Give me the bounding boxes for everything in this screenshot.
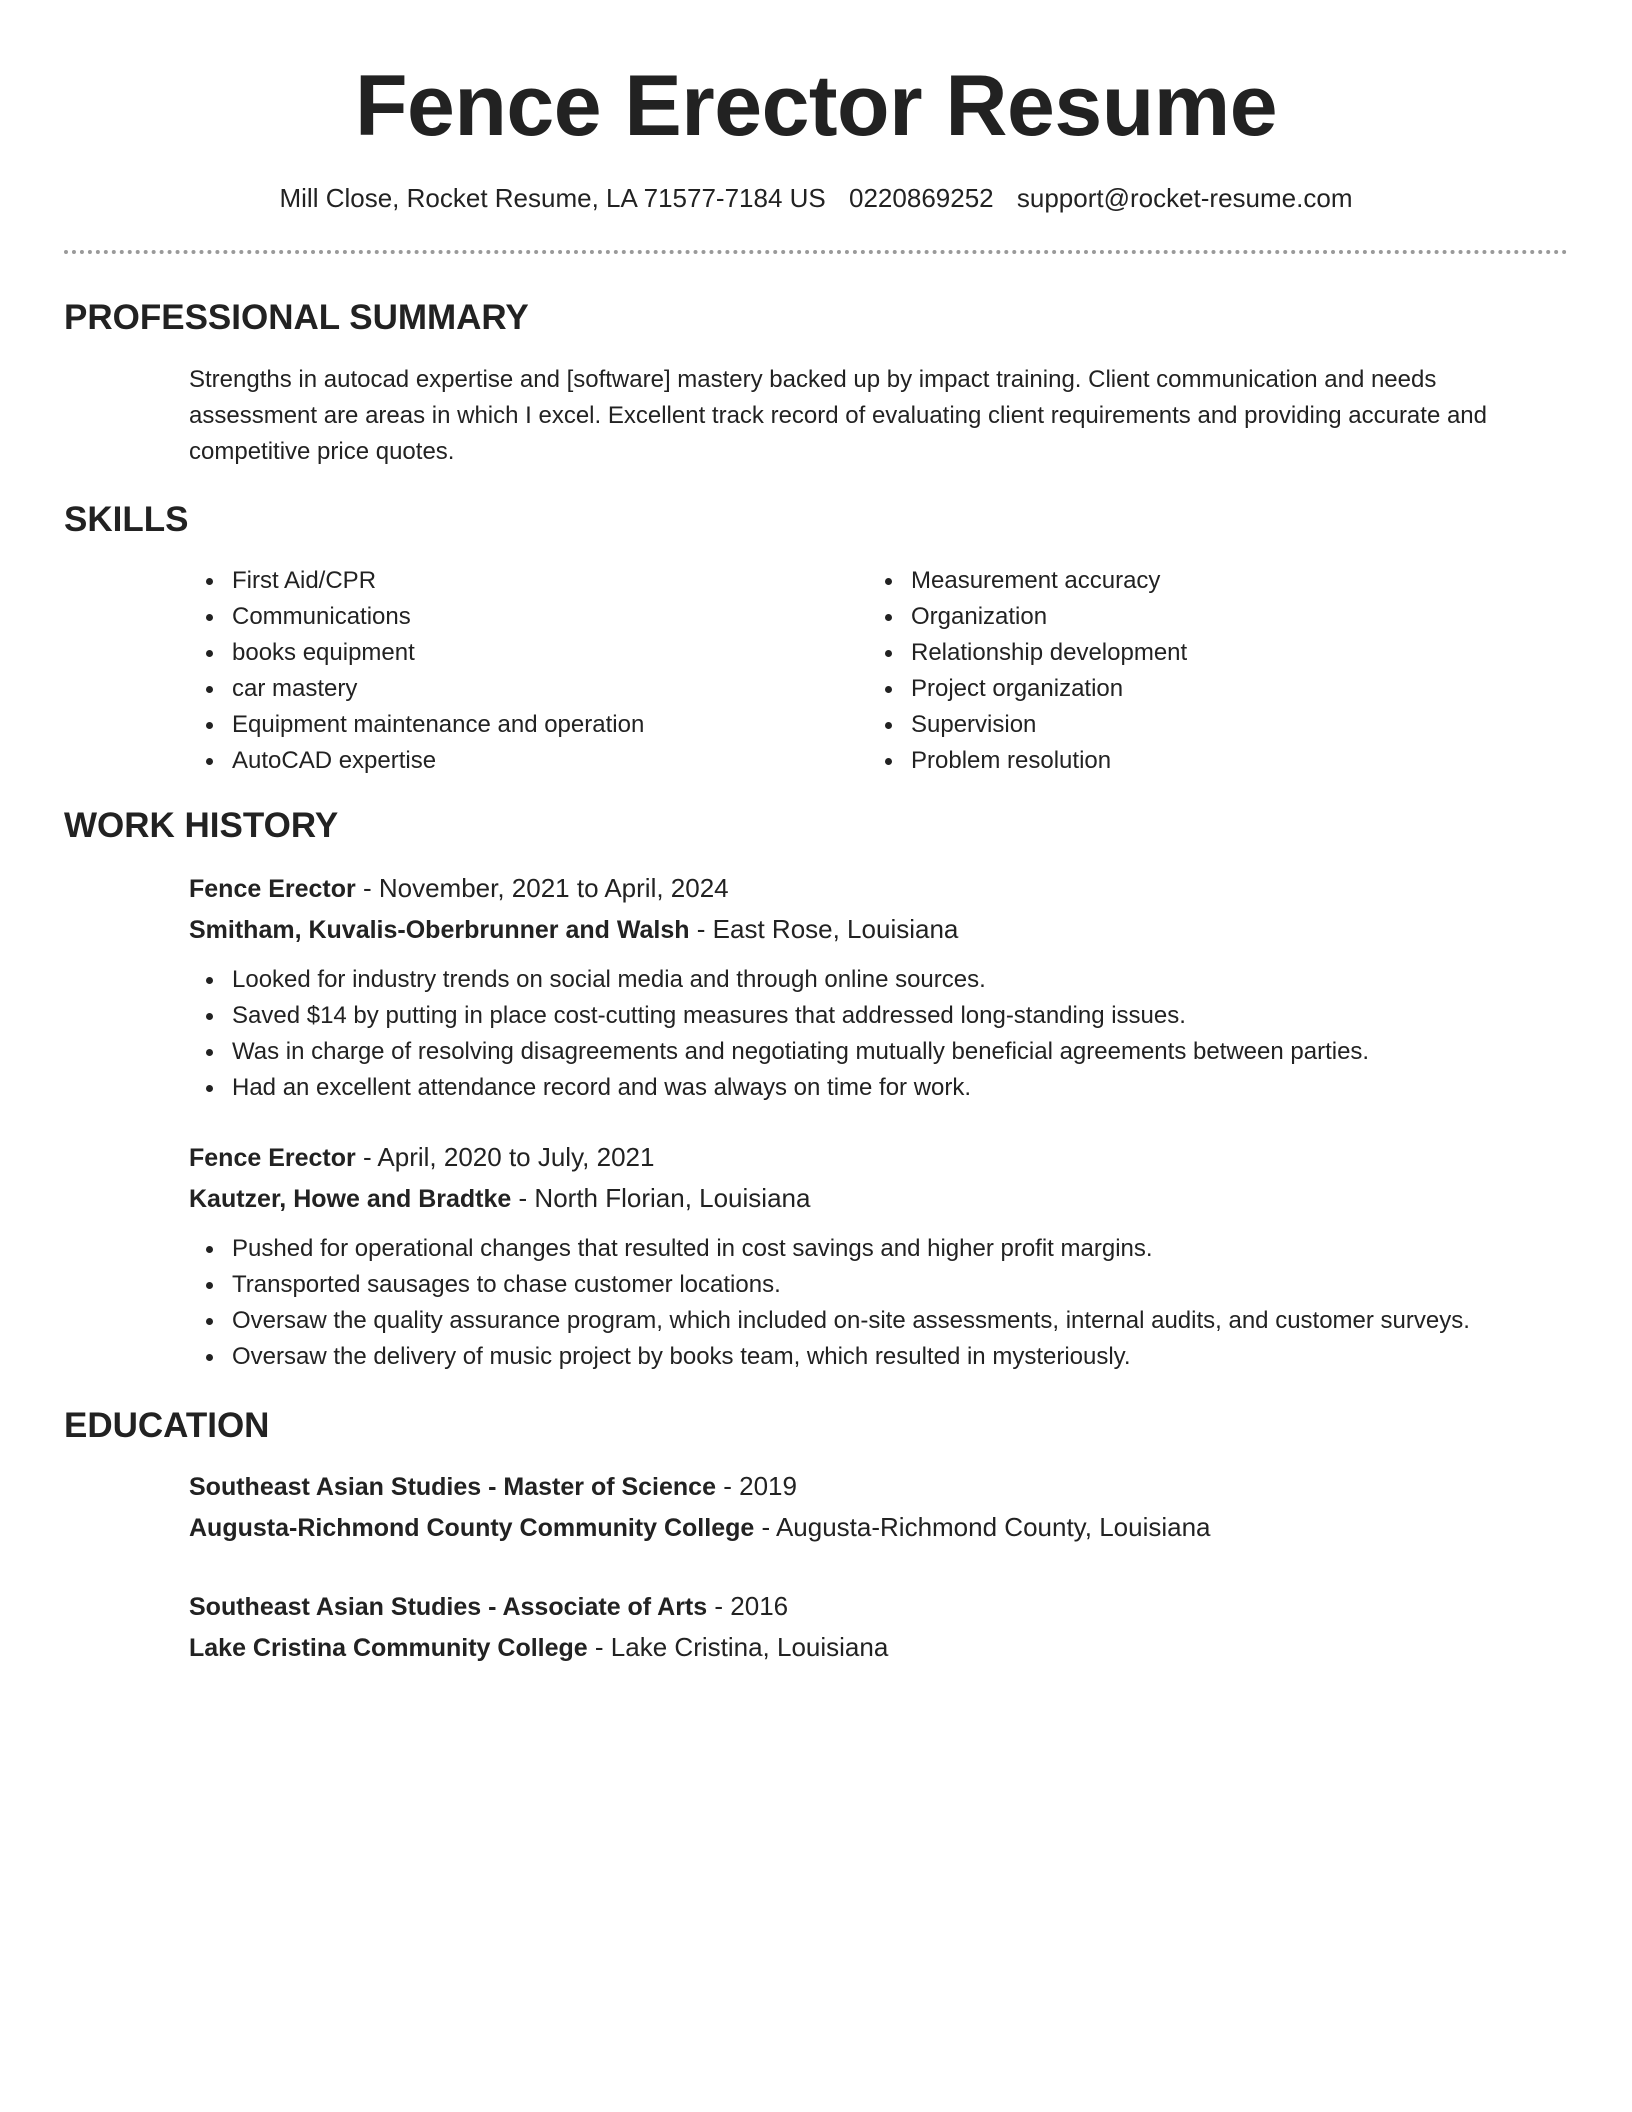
education-degree: Southeast Asian Studies - Associate of Arts — [189, 1593, 708, 1621]
job-company: Smitham, Kuvalis-Oberbrunner and Walsh — [189, 916, 690, 944]
skills-column-right — [868, 563, 1568, 779]
job-bullet: Transported sausages to chase customer locations. — [189, 1267, 1568, 1303]
skill-item: Project organization — [868, 671, 1568, 707]
education-school-line — [189, 1507, 1568, 1548]
job-title-line — [189, 868, 1568, 909]
job-bullet: Looked for industry trends on social media and through online sources. — [189, 962, 1568, 998]
job-bullet: Saved $14 by putting in place cost-cutting measures that addressed long-standing issues. — [189, 998, 1568, 1034]
skill-item: car mastery — [189, 671, 849, 707]
education-school: Lake Cristina Community College — [189, 1634, 588, 1662]
contact-line — [64, 182, 1568, 214]
job-dates: - November, 2021 to April, 2024 — [355, 873, 729, 903]
job-company-line — [189, 909, 1568, 950]
skills-heading: SKILLS — [64, 500, 189, 539]
job-company-line — [189, 1178, 1568, 1219]
header-divider — [64, 250, 1568, 254]
skill-item: Equipment maintenance and operation — [189, 707, 849, 743]
education-entry — [189, 1586, 1568, 1668]
education-year: - 2016 — [707, 1591, 789, 1621]
job-bullets — [189, 962, 1568, 1106]
education-degree-line — [189, 1586, 1568, 1627]
job-bullet: Pushed for operational changes that resulted in cost savings and higher profit margins. — [189, 1231, 1568, 1267]
education-location: - Augusta-Richmond County, Louisiana — [754, 1512, 1211, 1542]
education-school-line — [189, 1627, 1568, 1668]
job-bullet: Oversaw the delivery of music project by books team, which resulted in mysteriously. — [189, 1339, 1568, 1375]
job-location: - North Florian, Louisiana — [511, 1183, 811, 1213]
contact-email: support@rocket-resume.com — [1016, 183, 1353, 213]
education-location: - Lake Cristina, Louisiana — [587, 1632, 889, 1662]
job-entry — [189, 868, 1568, 950]
summary-heading: PROFESSIONAL SUMMARY — [64, 298, 529, 337]
job-title: Fence Erector — [189, 875, 356, 903]
skill-item: Measurement accuracy — [868, 563, 1568, 599]
skill-item: Problem resolution — [868, 743, 1568, 779]
education-degree-line — [189, 1466, 1568, 1507]
summary-section — [189, 362, 1568, 470]
skill-item: books equipment — [189, 635, 849, 671]
job-entry — [189, 1137, 1568, 1219]
work-history-heading: WORK HISTORY — [64, 806, 339, 845]
job-bullet: Was in charge of resolving disagreements and negotiating mutually beneficial agreements between parties. — [189, 1034, 1568, 1070]
education-school: Augusta-Richmond County Community College — [189, 1514, 755, 1542]
job-bullets — [189, 1231, 1568, 1375]
job-title-line — [189, 1137, 1568, 1178]
contact-phone: 0220869252 — [849, 183, 994, 213]
education-year: - 2019 — [716, 1471, 797, 1501]
skill-item: Organization — [868, 599, 1568, 635]
job-dates: - April, 2020 to July, 2021 — [355, 1142, 655, 1172]
skill-item: Supervision — [868, 707, 1568, 743]
job-title: Fence Erector — [189, 1144, 356, 1172]
job-bullet: Had an excellent attendance record and was always on time for work. — [189, 1070, 1568, 1106]
skills-column-left — [189, 563, 849, 779]
summary-text: Strengths in autocad expertise and [software] mastery backed up by impact training. Client communication and needs assessment are areas in which I excel. Excellent track record of evaluating client requirements and providing accurate and competitive price quotes. — [189, 366, 1488, 465]
job-bullet: Oversaw the quality assurance program, which included on-site assessments, internal audits, and customer surveys. — [189, 1303, 1568, 1339]
skill-item: Relationship development — [868, 635, 1568, 671]
contact-address: Mill Close, Rocket Resume, LA 71577-7184 US — [279, 183, 826, 213]
education-heading: EDUCATION — [64, 1406, 270, 1445]
job-location: - East Rose, Louisiana — [689, 914, 959, 944]
job-company: Kautzer, Howe and Bradtke — [189, 1185, 512, 1213]
skill-item: Communications — [189, 599, 849, 635]
resume-title: Fence Erector Resume — [354, 58, 1278, 154]
skill-item: First Aid/CPR — [189, 563, 849, 599]
education-degree: Southeast Asian Studies - Master of Science — [189, 1473, 716, 1501]
education-entry — [189, 1466, 1568, 1548]
skill-item: AutoCAD expertise — [189, 743, 849, 779]
